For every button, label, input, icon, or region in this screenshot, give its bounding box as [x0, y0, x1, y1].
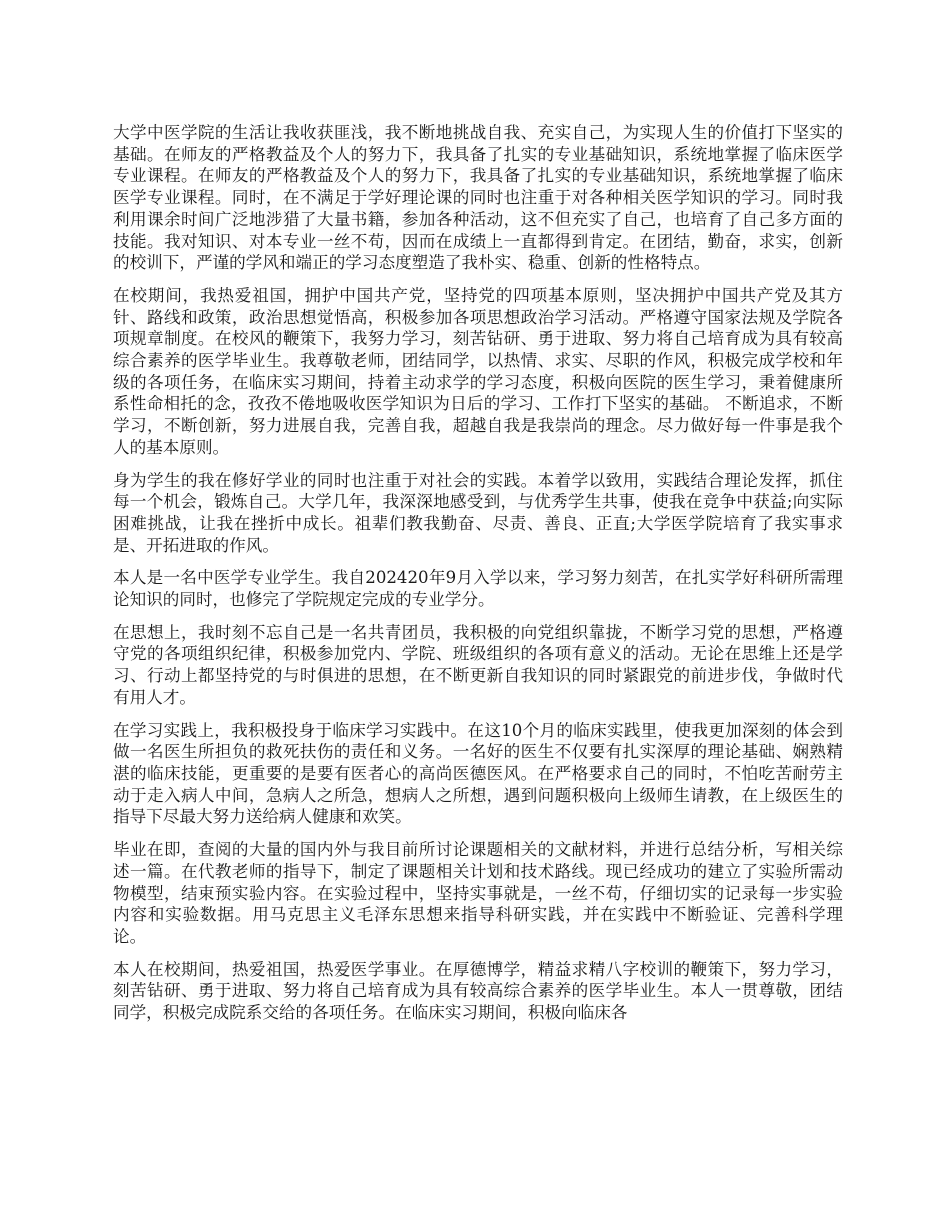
- document-body: [113, 122, 843, 1035]
- paragraph-8: 本人在校期间，热爱祖国，热爱医学事业。在厚德博学，精益求精八字校训的鞭策下，努力学习，刻苦钻研、勇于进取、努力将自己培育成为具有较高综合素养的医学毕业生。本人一贯尊敬，团结同学，积极完成院系交给的各项任务。在临床实习期间，积极向临床各: [113, 959, 843, 1023]
- paragraph-3: 身为学生的我在修好学业的同时也注重于对社会的实践。本着学以致用，实践结合理论发挥，抓住每一个机会，锻炼自己。大学几年，我深深地感受到，与优秀学生共事，使我在竞争中获益;向实际困难挑战，让我在挫折中成长。祖辈们教我勤奋、尽责、善良、正直;大学医学院培育了我实事求是、开拓进取的作风。: [113, 470, 843, 555]
- paragraph-7: 毕业在即，查阅的大量的国内外与我目前所讨论课题相关的文献材料，并进行总结分析，写相关综述一篇。在代教老师的指导下，制定了课题相关计划和技术路线。现已经成功的建立了实验所需动物模型，结束预实验内容。在实验过程中，坚持实事就是，一丝不苟，仔细切实的记录每一步实验内容和实验数据。用马克思主义毛泽东思想来指导科研实践，并在实践中不断验证、完善科学理论。: [113, 840, 843, 946]
- paragraph-4: 本人是一名中医学专业学生。我自202420年9月入学以来，学习努力刻苦，在扎实学好科研所需理论知识的同时，也修完了学院规定完成的专业学分。: [113, 568, 843, 610]
- paragraph-1: 大学中医学院的生活让我收获匪浅，我不断地挑战自我、充实自己，为实现人生的价值打下坚实的基础。在师友的严格教益及个人的努力下，我具备了扎实的专业基础知识，系统地掌握了临床医学专业课程。在师友的严格教益及个人的努力下，我具备了扎实的专业基础知识，系统地掌握了临床医学专业课程。同时，在不满足于学好理论课的同时也注重于对各种相关医学知识的学习。同时我利用课余时间广泛地涉猎了大量书籍，参加各种活动，这不但充实了自己，也培育了自己多方面的技能。我对知识、对本专业一丝不苟，因而在成绩上一直都得到肯定。在团结，勤奋，求实，创新的校训下，严谨的学风和端正的学习态度塑造了我朴实、稳重、创新的性格特点。: [113, 123, 843, 273]
- paragraph-6: 在学习实践上，我积极投身于临床学习实践中。在这10个月的临床实践里，使我更加深刻的体会到做一名医生所担负的救死扶伤的责任和义务。一名好的医生不仅要有扎实深厚的理论基础、娴熟精湛的临床技能，更重要的是要有医者心的高尚医德医风。在严格要求自己的同时，不怕吃苦耐劳主动于走入病人中间，急病人之所急，想病人之所想，遇到问题积极向上级师生请教，在上级医生的指导下尽最大努力送给病人健康和欢笑。: [113, 720, 843, 827]
- paragraph-2: 在校期间，我热爱祖国，拥护中国共产党，坚持党的四项基本原则，坚决拥护中国共产党及其方针、路线和政策，政治思想觉悟高，积极参加各项思想政治学习活动。严格遵守国家法规及学院各项规章制度。在校风的鞭策下，我努力学习，刻苦钻研、勇于进取、努力将自己培育成为具有较高综合素养的医学毕业生。我尊敬老师，团结同学，以热情、求实、尽职的作风，积极完成学校和年级的各项任务，在临床实习期间，持着主动求学的学习态度，积极向医院的医生学习，秉着健康所系性命相托的念，孜孜不倦地吸收医学知识为日后的学习、工作打下坚实的基础。 不断追求，不断学习，不断创新，努力进展自我，完善自我，超越自我是我崇尚的理念。尽力做好每一件事是我个人的基本原则。: [113, 285, 843, 457]
- paragraph-5: 在思想上，我时刻不忘自己是一名共青团员，我积极的向党组织靠拢，不断学习党的思想，严格遵守党的各项组织纪律，积极参加党内、学院、班级组织的各项有意义的活动。无论在思维上还是学习、行动上都坚持党的与时俱进的思想，在不断更新自我知识的同时紧跟党的前进步伐，争做时代有用人才。: [113, 622, 843, 707]
